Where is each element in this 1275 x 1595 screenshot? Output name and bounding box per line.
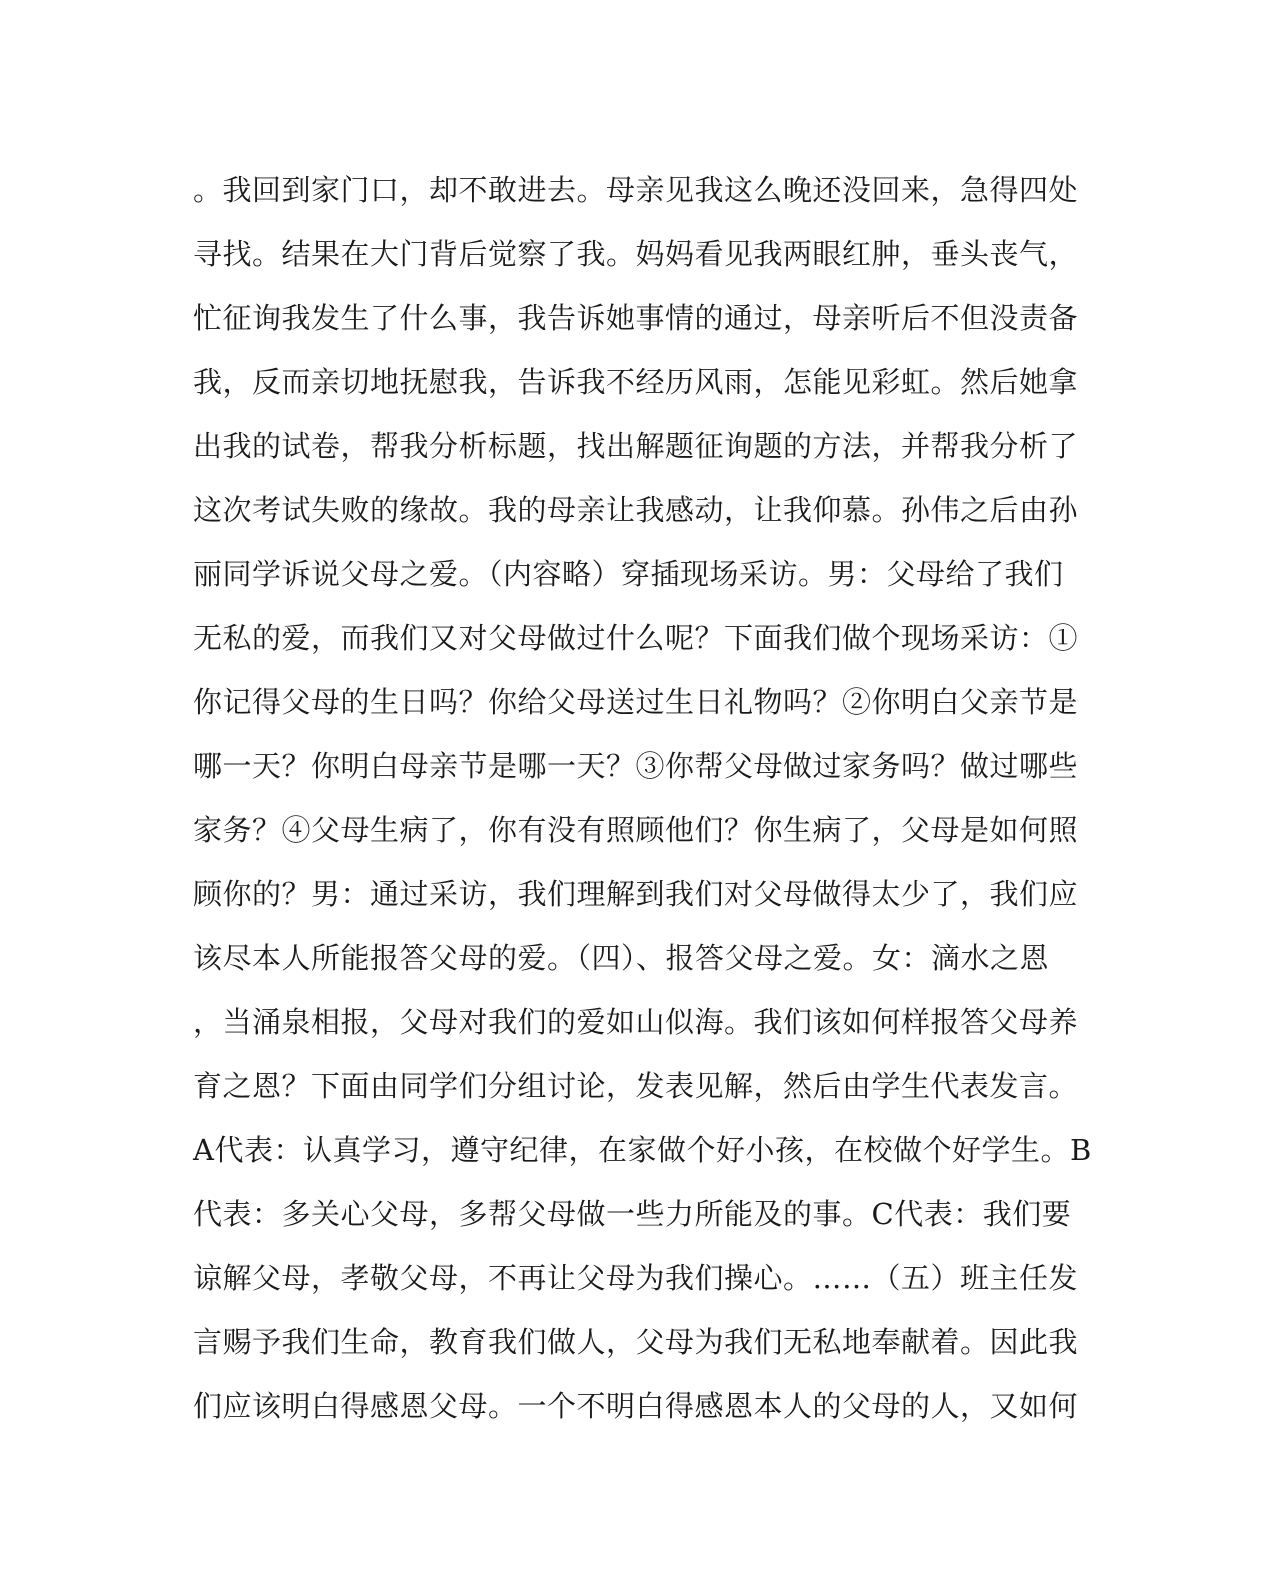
text-line: A代表：认真学习，遵守纪律，在家做个好小孩，在校做个好学生。B: [193, 1133, 1092, 1167]
text-line: 言赐予我们生命，教育我们做人，父母为我们无私地奉献着。因此我: [193, 1325, 1079, 1359]
text-line: 我，反而亲切地抚慰我，告诉我不经历风雨，怎能见彩虹。然后她拿: [193, 365, 1079, 399]
text-line: 无私的爱，而我们又对父母做过什么呢？下面我们做个现场采访：①: [193, 621, 1079, 655]
text-line: 寻找。结果在大门背后觉察了我。妈妈看见我两眼红肿，垂头丧气，: [193, 237, 1079, 271]
text-line: 顾你的？男：通过采访，我们理解到我们对父母做得太少了，我们应: [193, 877, 1079, 911]
text-line: 。我回到家门口，却不敢进去。母亲见我这么晚还没回来，急得四处: [193, 173, 1079, 207]
text-line: 家务？④父母生病了，你有没有照顾他们？你生病了，父母是如何照: [193, 813, 1079, 847]
text-line: 你记得父母的生日吗？你给父母送过生日礼物吗？②你明白父亲节是: [193, 685, 1079, 719]
text-line: 出我的试卷，帮我分析标题，找出解题征询题的方法，并帮我分析了: [193, 429, 1079, 463]
text-line: 谅解父母，孝敬父母，不再让父母为我们操心。……（五）班主任发: [193, 1261, 1079, 1295]
body-text: [193, 158, 1092, 1438]
text-line: 丽同学诉说父母之爱。（内容略）穿插现场采访。男：父母给了我们: [193, 557, 1064, 591]
text-line: 代表：多关心父母，多帮父母做一些力所能及的事。C代表：我们要: [193, 1197, 1072, 1231]
text-line: 忙征询我发生了什么事，我告诉她事情的通过，母亲听后不但没责备: [193, 301, 1079, 335]
text-line: 该尽本人所能报答父母的爱。（四）、报答父母之爱。女：滴水之恩: [193, 941, 1050, 975]
text-line: 这次考试失败的缘故。我的母亲让我感动，让我仰慕。孙伟之后由孙: [193, 493, 1079, 527]
text-line: 育之恩？下面由同学们分组讨论，发表见解，然后由学生代表发言。: [193, 1069, 1079, 1103]
text-line: ，当涌泉相报，父母对我们的爱如山似海。我们该如何样报答父母养: [193, 1005, 1079, 1039]
text-line: 哪一天？你明白母亲节是哪一天？③你帮父母做过家务吗？做过哪些: [193, 749, 1079, 783]
text-line: 们应该明白得感恩父母。一个不明白得感恩本人的父母的人，又如何: [193, 1389, 1079, 1423]
